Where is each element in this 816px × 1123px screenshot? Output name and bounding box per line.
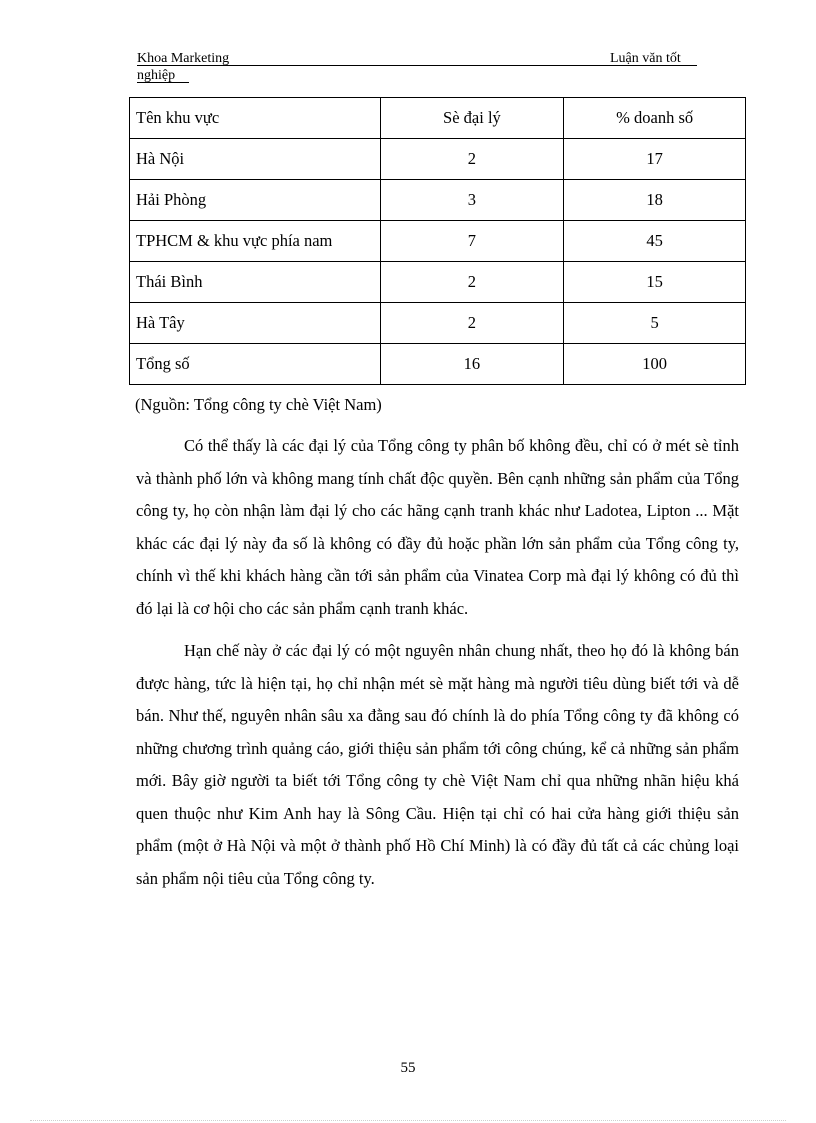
table-cell-region: Thái Bình	[130, 262, 381, 303]
header-thesis-title: Luận văn tốt	[610, 51, 681, 66]
table-row	[130, 262, 746, 303]
table-cell-sales-share: 100	[564, 344, 746, 385]
body-text	[136, 430, 739, 905]
table-cell-sales-share: 5	[564, 303, 746, 344]
column-header-sales-share: % doanh số	[564, 98, 746, 139]
table-row	[130, 139, 746, 180]
agent-distribution-table	[129, 97, 746, 385]
table-cell-region: Hà Tây	[130, 303, 381, 344]
header-thesis-title-wrap: nghiệp	[137, 68, 176, 83]
table-source-note: (Nguồn: Tổng công ty chè Việt Nam)	[135, 395, 382, 414]
table-row	[130, 303, 746, 344]
table-cell-agent-count: 2	[380, 139, 564, 180]
table-cell-sales-share: 15	[564, 262, 746, 303]
header-underline	[137, 65, 697, 66]
table-header-row	[130, 98, 746, 139]
page-number: 55	[400, 1060, 416, 1076]
table-row	[130, 221, 746, 262]
column-header-region: Tên khu vực	[130, 98, 381, 139]
table-cell-region: Tổng số	[130, 344, 381, 385]
header-faculty: Khoa Marketing	[137, 51, 230, 66]
column-header-agent-count: Sè đại lý	[380, 98, 564, 139]
table-cell-region: Hải Phòng	[130, 180, 381, 221]
table-cell-sales-share: 45	[564, 221, 746, 262]
table-cell-agent-count: 16	[380, 344, 564, 385]
body-paragraph: Có thể thấy là các đại lý của Tổng công ty phân bố không đều, chỉ có ở mét sè tỉnh và thành phố lớn và không mang tính chất độc quyền. Bên cạnh những sản phẩm của Tổng công ty, họ còn nhận làm đại lý cho các hãng cạnh tranh khác như Ladotea, Lipton ... Mặt khác các đại lý này đa số là không có đầy đủ hoặc phần lớn sản phẩm của Tổng công ty, chính vì thế khi khách hàng cần tới sản phẩm của Vinatea Corp mà đại lý không có đủ thì đó lại là cơ hội cho các sản phẩm cạnh tranh khác.	[136, 436, 739, 618]
page-bottom-divider	[30, 1120, 786, 1121]
body-paragraph: Hạn chế này ở các đại lý có một nguyên nhân chung nhất, theo họ đó là không bán được hàng, tức là hiện tại, họ chỉ nhận mét sè mặt hàng mà người tiêu dùng biết tới và dễ bán. Như thế, nguyên nhân sâu xa đằng sau đó chính là do phía Tổng công ty đã không có những chương trình quảng cáo, giới thiệu sản phẩm tới công chúng, kể cả những sản phẩm mới. Bây giờ người ta biết tới Tổng công ty chè Việt Nam chỉ qua những nhãn hiệu khá quen thuộc như Kim Anh hay là Sông Cầu. Hiện tại chỉ có hai cửa hàng giới thiệu sản phẩm (một ở Hà Nội và một ở thành phố Hồ Chí Minh) là có đầy đủ tất cả các chủng loại sản phẩm nội tiêu của Tổng công ty.	[136, 641, 739, 888]
page-header	[137, 50, 697, 84]
table-row	[130, 180, 746, 221]
table-cell-sales-share: 17	[564, 139, 746, 180]
table-total-row	[130, 344, 746, 385]
table-cell-sales-share: 18	[564, 180, 746, 221]
table-cell-agent-count: 2	[380, 262, 564, 303]
table-cell-region: Hà Nội	[130, 139, 381, 180]
table-cell-region: TPHCM & khu vực phía nam	[130, 221, 381, 262]
table-cell-agent-count: 2	[380, 303, 564, 344]
table-cell-agent-count: 3	[380, 180, 564, 221]
table-cell-agent-count: 7	[380, 221, 564, 262]
header-wrap-underline	[137, 82, 189, 83]
